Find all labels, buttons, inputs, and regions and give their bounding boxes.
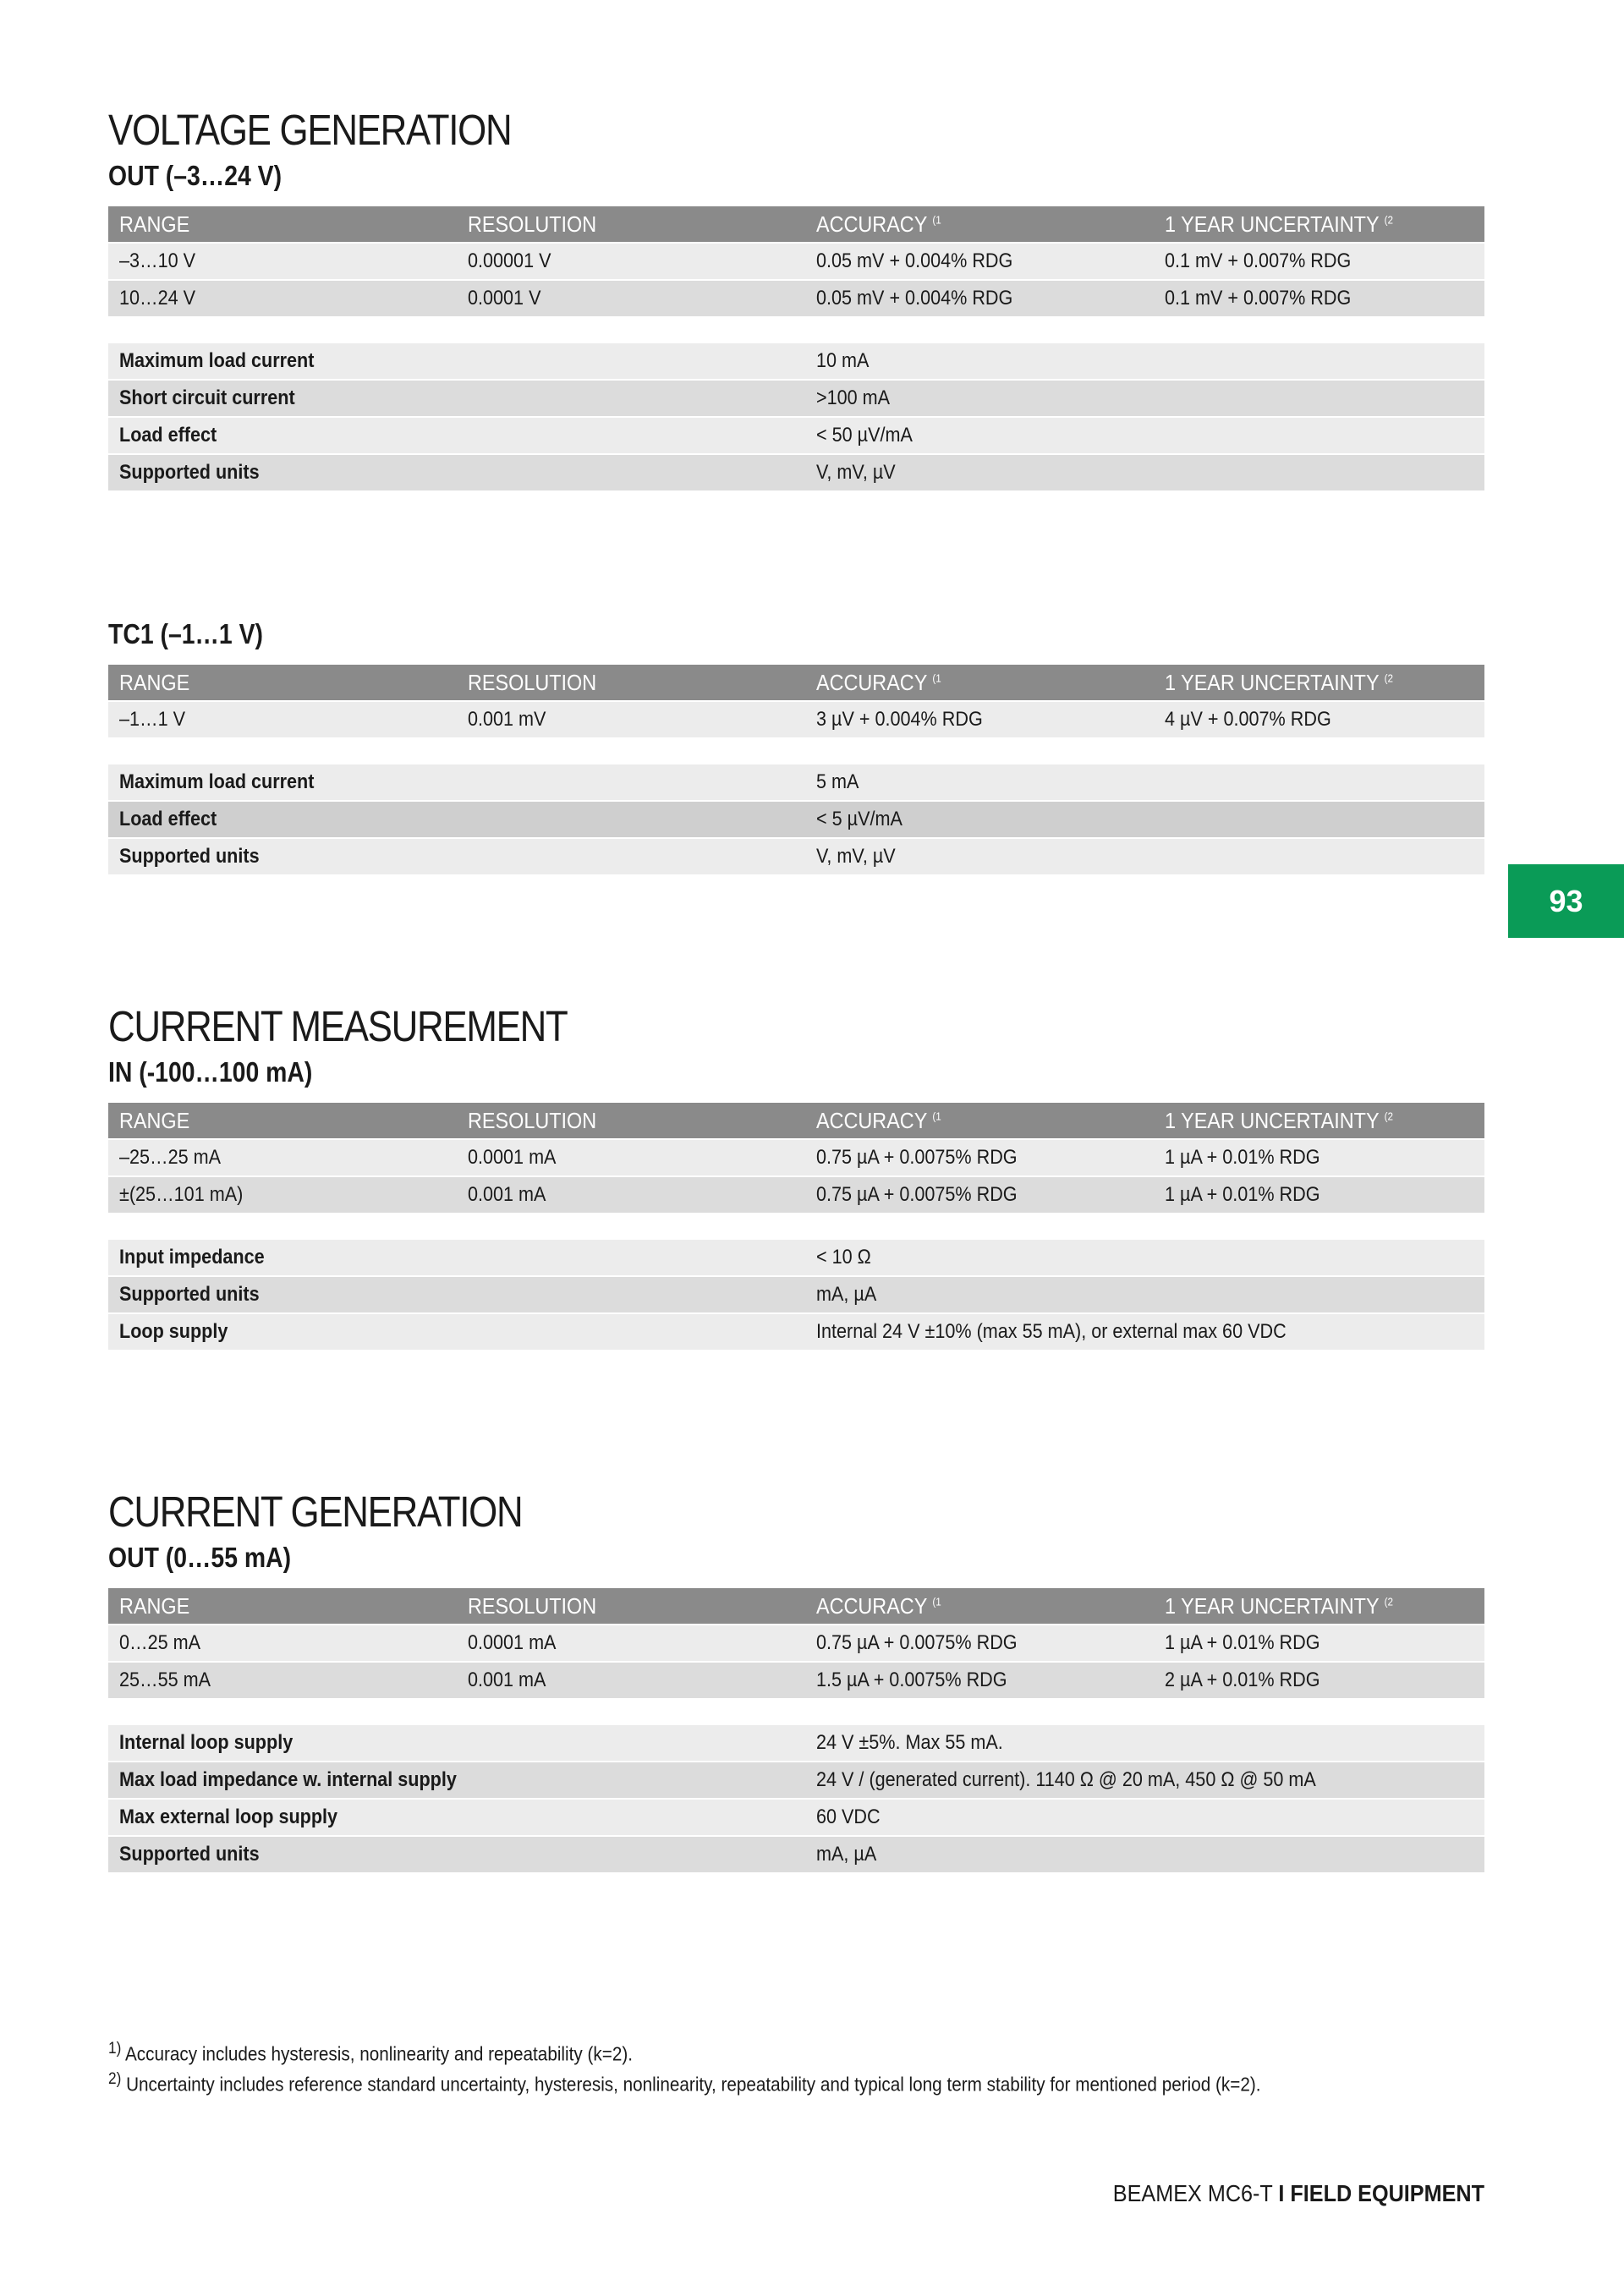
section-title: VOLTAGE GENERATION [108,106,512,154]
cell-uncertainty: 1 µA + 0.01% RDG [1154,1176,1484,1214]
property-value: mA, µA [805,1276,1484,1313]
footnotes [108,2036,1389,2096]
section-tc1 [108,620,1484,876]
cell-uncertainty: 0.1 mV + 0.007% RDG [1154,243,1484,280]
property-row [108,1276,1484,1313]
property-name: Load effect [108,417,805,454]
header-accuracy: ACCURACY $^{(1}$ [805,1588,1154,1625]
table-row [108,243,1484,280]
section-subtitle: IN (-100…100 mA) [108,1056,313,1088]
cell-accuracy: 0.75 µA + 0.0075% RDG [805,1139,1154,1176]
page-number-badge: 93 [1508,864,1624,938]
section-title: CURRENT MEASUREMENT [108,1002,568,1050]
table-header-row [108,665,1484,701]
property-value: >100 mA [805,380,1484,417]
property-name: Load effect [108,801,805,838]
table-row [108,701,1484,738]
section-current-generation [108,1490,1484,1874]
header-range: RANGE [108,1103,457,1139]
cell-range: 0…25 mA [108,1625,457,1662]
property-value: V, mV, µV [805,454,1484,491]
properties-table [108,764,1484,876]
property-value: Internal 24 V ±10% (max 55 mA), or external max 60 VDC [805,1313,1484,1351]
header-accuracy: ACCURACY $^{(1}$ [805,1103,1154,1139]
property-value: 24 V ±5%. Max 55 mA. [805,1725,1484,1762]
table-row [108,1662,1484,1699]
cell-range: 10…24 V [108,280,457,317]
header-resolution: RESOLUTION [457,1588,805,1625]
cell-range: 25…55 mA [108,1662,457,1699]
brand-name: BEAMEX MC6-T [1112,2180,1273,2206]
section-subtitle: OUT (0…55 mA) [108,1542,292,1573]
range-table [108,1103,1484,1214]
header-uncertainty: 1 YEAR UNCERTAINTY $^{(2}$ [1154,1588,1484,1625]
property-name: Internal loop supply [108,1725,805,1762]
cell-range: ±(25…101 mA) [108,1176,457,1214]
property-name: Loop supply [108,1313,805,1351]
property-row [108,1762,1484,1799]
property-value: 60 VDC [805,1799,1484,1836]
cell-accuracy: 1.5 µA + 0.0075% RDG [805,1662,1154,1699]
property-name: Max external loop supply [108,1799,805,1836]
property-row [108,454,1484,491]
range-table [108,1588,1484,1700]
cell-accuracy: 0.75 µA + 0.0075% RDG [805,1625,1154,1662]
table-header-row [108,1103,1484,1139]
cell-resolution: 0.0001 mA [457,1139,805,1176]
table-row [108,1176,1484,1214]
cell-accuracy: 0.05 mV + 0.004% RDG [805,243,1154,280]
property-row [108,1836,1484,1873]
property-row [108,1240,1484,1276]
section-current-measurement [108,1002,1484,1351]
header-resolution: RESOLUTION [457,1103,805,1139]
brand-separator: I [1278,2180,1285,2206]
header-range: RANGE [108,206,457,243]
property-row [108,380,1484,417]
header-range: RANGE [108,665,457,701]
property-row [108,343,1484,380]
header-uncertainty: 1 YEAR UNCERTAINTY $^{(2}$ [1154,665,1484,701]
property-row [108,838,1484,875]
property-row [108,801,1484,838]
cell-resolution: 0.0001 V [457,280,805,317]
cell-resolution: 0.00001 V [457,243,805,280]
property-name: Max load impedance w. internal supply [108,1762,805,1799]
table-header-row [108,1588,1484,1625]
table-row [108,1139,1484,1176]
footnote: $^{1)}$ Accuracy includes hysteresis, nonlinearity and repeatability (k=2). [108,2040,633,2065]
section-title: CURRENT GENERATION [108,1488,523,1536]
property-name: Supported units [108,1836,805,1873]
property-name: Supported units [108,454,805,491]
property-value: V, mV, µV [805,838,1484,875]
section-voltage-generation [108,108,1484,492]
cell-resolution: 0.001 mV [457,701,805,738]
property-name: Input impedance [108,1240,805,1276]
section-subtitle: TC1 (–1…1 V) [108,618,263,649]
header-range: RANGE [108,1588,457,1625]
property-value: < 50 µV/mA [805,417,1484,454]
section-subtitle: OUT (–3…24 V) [108,160,283,191]
header-uncertainty: 1 YEAR UNCERTAINTY $^{(2}$ [1154,206,1484,243]
property-name: Supported units [108,1276,805,1313]
cell-uncertainty: 0.1 mV + 0.007% RDG [1154,280,1484,317]
cell-accuracy: 0.05 mV + 0.004% RDG [805,280,1154,317]
cell-accuracy: 3 µV + 0.004% RDG [805,701,1154,738]
cell-uncertainty: 2 µA + 0.01% RDG [1154,1662,1484,1699]
table-row [108,1625,1484,1662]
footnote: $^{2)}$ Uncertainty includes reference standard uncertainty, hysteresis, nonlinearity, repeatability and typical long term stability for mentioned period (k=2). [108,2069,1261,2096]
header-uncertainty: 1 YEAR UNCERTAINTY $^{(2}$ [1154,1103,1484,1139]
brand-section: FIELD EQUIPMENT [1290,2180,1484,2206]
table-row [108,280,1484,317]
header-accuracy: ACCURACY $^{(1}$ [805,206,1154,243]
property-row [108,1313,1484,1351]
cell-range: –25…25 mA [108,1139,457,1176]
property-row [108,764,1484,801]
footer-brand [1113,2180,1484,2207]
cell-resolution: 0.0001 mA [457,1625,805,1662]
property-row [108,417,1484,454]
property-value: 5 mA [805,764,1484,801]
property-name: Maximum load current [108,343,805,380]
property-name: Maximum load current [108,764,805,801]
property-value: 10 mA [805,343,1484,380]
property-name: Supported units [108,838,805,875]
cell-range: –1…1 V [108,701,457,738]
cell-uncertainty: 4 µV + 0.007% RDG [1154,701,1484,738]
table-header-row [108,206,1484,243]
property-value: < 10 Ω [805,1240,1484,1276]
cell-range: –3…10 V [108,243,457,280]
header-resolution: RESOLUTION [457,665,805,701]
properties-table [108,343,1484,492]
header-accuracy: ACCURACY $^{(1}$ [805,665,1154,701]
property-row [108,1725,1484,1762]
property-row [108,1799,1484,1836]
range-table [108,665,1484,739]
cell-uncertainty: 1 µA + 0.01% RDG [1154,1139,1484,1176]
cell-resolution: 0.001 mA [457,1662,805,1699]
cell-uncertainty: 1 µA + 0.01% RDG [1154,1625,1484,1662]
range-table [108,206,1484,318]
cell-resolution: 0.001 mA [457,1176,805,1214]
properties-table [108,1240,1484,1351]
property-value: 24 V / (generated current). 1140 Ω @ 20 mA, 450 Ω @ 50 mA [805,1762,1484,1799]
header-resolution: RESOLUTION [457,206,805,243]
cell-accuracy: 0.75 µA + 0.0075% RDG [805,1176,1154,1214]
properties-table [108,1725,1484,1874]
property-value: < 5 µV/mA [805,801,1484,838]
property-value: mA, µA [805,1836,1484,1873]
property-name: Short circuit current [108,380,805,417]
